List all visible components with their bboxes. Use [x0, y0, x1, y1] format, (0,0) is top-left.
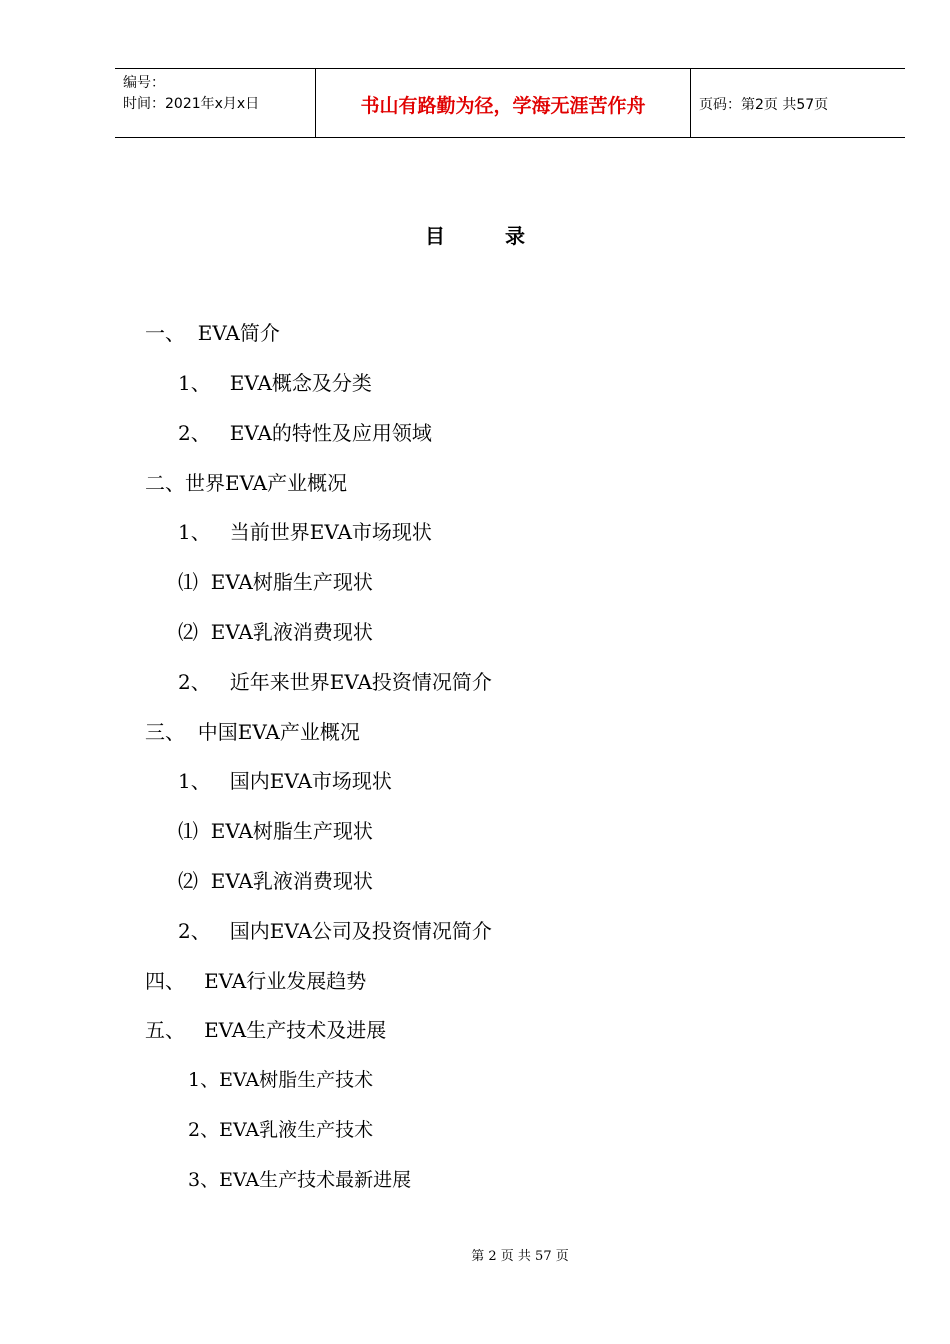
toc-item[interactable]: ⑴ EVA树脂生产现状	[178, 819, 373, 843]
toc-item[interactable]: 2、 近年来世界EVA投资情况简介	[178, 670, 492, 694]
toc-item[interactable]: ⑴ EVA树脂生产现状	[178, 570, 373, 594]
toc-item[interactable]: 2、EVA乳液生产技术	[188, 1119, 374, 1141]
toc-item[interactable]: 2、 EVA的特性及应用领域	[178, 421, 432, 445]
toc-item[interactable]: 1、 当前世界EVA市场现状	[178, 520, 432, 544]
header-page-number: 页码：第2页 共57页	[699, 97, 829, 113]
page-title: 目录	[425, 224, 585, 248]
header-motto-cell	[315, 69, 691, 137]
toc-item[interactable]: 五、 EVA生产技术及进展	[145, 1018, 387, 1042]
header-page-cell	[691, 69, 905, 137]
page-header	[115, 68, 905, 138]
toc-item[interactable]: 1、 EVA概念及分类	[178, 371, 372, 395]
document-number-label: 编号：	[123, 75, 165, 91]
toc-item[interactable]: 四、 EVA行业发展趋势	[145, 969, 367, 993]
toc-item[interactable]: ⑵ EVA乳液消费现状	[178, 869, 373, 893]
toc-item[interactable]: 2、 国内EVA公司及投资情况简介	[178, 919, 492, 943]
toc-item[interactable]: 1、 国内EVA市场现状	[178, 769, 392, 793]
toc-item[interactable]: 二、世界EVA产业概况	[145, 471, 348, 495]
toc-item[interactable]: 一、 EVA简介	[145, 321, 280, 345]
toc-item[interactable]: 3、EVA生产技术最新进展	[188, 1169, 412, 1191]
toc-item[interactable]: 三、 中国EVA产业概况	[145, 720, 360, 744]
header-motto: 书山有路勤为径，学海无涯苦作舟	[360, 95, 646, 117]
page-footer: 第 2 页 共 57 页	[471, 1249, 569, 1264]
document-time-label: 时间：2021年x月x日	[123, 96, 260, 112]
header-meta-cell	[115, 69, 315, 137]
toc-item[interactable]: ⑵ EVA乳液消费现状	[178, 620, 373, 644]
toc-item[interactable]: 1、EVA树脂生产技术	[188, 1069, 374, 1091]
